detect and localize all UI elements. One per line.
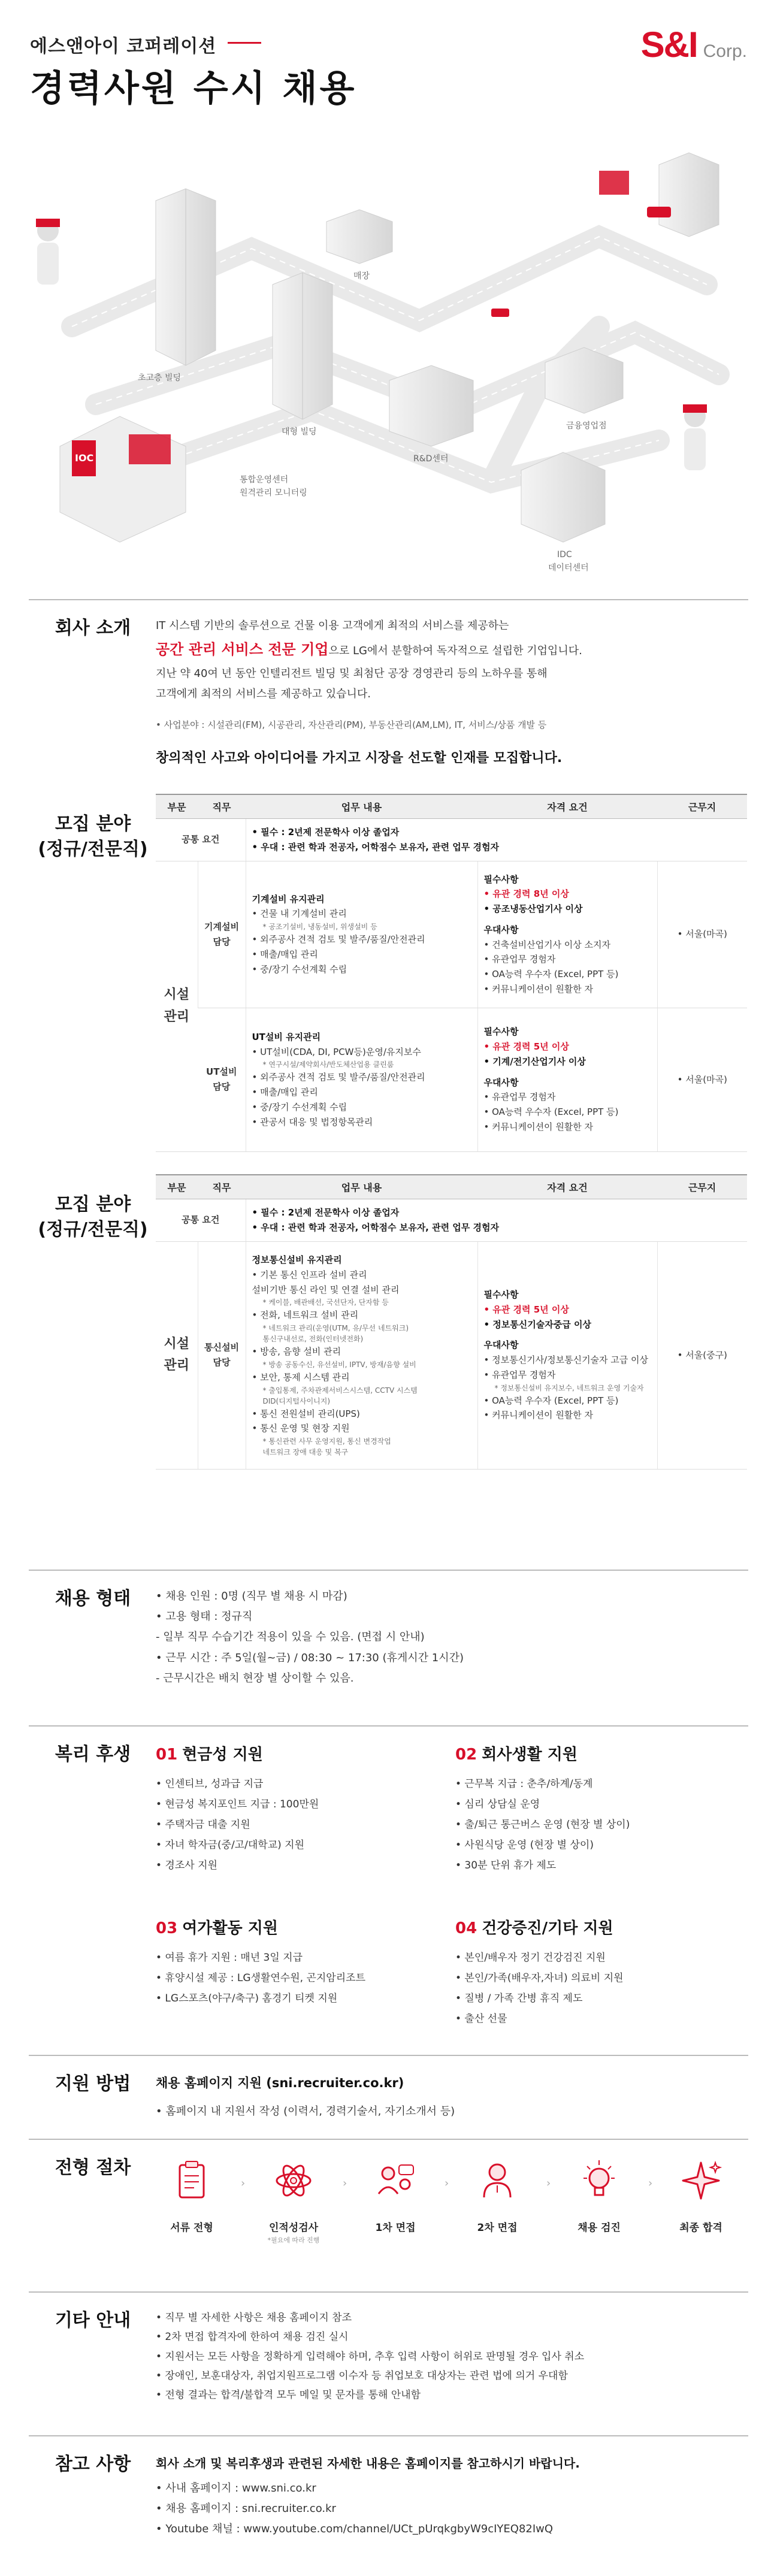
table-row <box>156 861 747 1008</box>
logo-mark: S&I <box>640 25 697 65</box>
label-skyscraper: 초고층 빌딩 <box>138 373 182 383</box>
req-item: • OA능력 우수자 (Excel, PPT 등) <box>483 969 619 979</box>
process-step <box>461 2157 533 2234</box>
page-title: 경력사원 수시 채용 <box>30 68 357 110</box>
welfare-group <box>455 1916 743 2029</box>
etc-line: • 전형 결과는 합격/불합격 모두 메일 및 문자를 통해 안내함 <box>156 2389 421 2402</box>
section-rule <box>29 1725 748 1727</box>
about-slogan: 창의적인 사고와 아이디어를 가지고 시장을 선도할 인재를 모집합니다. <box>156 750 563 766</box>
city-illustration <box>0 129 777 596</box>
welfare-num: 03 <box>156 1919 178 1937</box>
welfare-item: • 경조사 지원 <box>156 1860 217 1871</box>
col-header: 근무지 <box>657 1175 747 1199</box>
req-item: • 커뮤니케이션이 원활한 자 <box>483 1410 594 1421</box>
req-sub: * 정보통신설비 유지보수, 네트워크 운영 기술자 <box>494 1383 644 1392</box>
about-line: IT 시스템 기반의 솔루션으로 건물 이용 고객에게 최적의 서비스를 제공하는 <box>156 619 509 632</box>
common-label: 공통 요건 <box>156 1199 246 1242</box>
col-header: 자격 요건 <box>477 1175 657 1199</box>
division-cell: 시설 관리 <box>156 861 198 1151</box>
col-header: 업무 내용 <box>246 794 477 819</box>
common-req-1: • 필수 : 2년제 전문학사 이상 졸업자 <box>252 827 400 837</box>
employment-line: - 일부 직무 수습기간 적용이 있을 수 있음. (면접 시 안내) <box>156 1631 425 1644</box>
section-rule <box>29 2291 748 2293</box>
welfare-item: • 출/퇴근 통근버스 운영 (현장 별 상이) <box>455 1819 630 1831</box>
clipboard-icon <box>168 2157 216 2205</box>
company-logo <box>641 24 747 65</box>
welfare-group <box>156 1916 443 2009</box>
welfare-item: • 심리 상담실 운영 <box>455 1798 540 1810</box>
welfare-item: • 휴양시설 제공 : LG생활연수원, 곤지암리조트 <box>156 1972 365 1984</box>
location-cell: • 서울(마곡) <box>657 861 747 1008</box>
welfare-item: • 인센티브, 성과급 지급 <box>156 1778 264 1790</box>
col-header: 직무 <box>198 1175 246 1199</box>
sparkle-icon <box>677 2157 725 2205</box>
common-label: 공통 요건 <box>156 819 246 861</box>
welfare-item: • 30분 단위 휴가 제도 <box>455 1860 557 1871</box>
building-sign: IOC <box>75 452 94 464</box>
job-name: 통신설비 담당 <box>198 1241 246 1469</box>
welfare-name: 현금성 지원 <box>182 1746 263 1764</box>
step-label: 1차 면접 <box>375 2222 416 2234</box>
label-store: 매장 <box>353 271 370 281</box>
welfare-list <box>156 1774 443 1876</box>
apply-line: • 홈페이지 내 지원서 작성 (이력서, 경력기술서, 자기소개서 등) <box>156 2105 455 2118</box>
job-table-2 <box>156 1174 747 1470</box>
section-process <box>0 2139 777 2276</box>
common-req <box>246 819 747 861</box>
person-icon <box>473 2157 521 2205</box>
welfare-item: • 현금성 복지포인트 지급 : 100만원 <box>156 1798 319 1810</box>
welfare-name: 회사생활 지원 <box>482 1746 578 1764</box>
label-big-building: 대형 빌딩 <box>282 427 317 437</box>
about-highlight: 공간 관리 서비스 전문 기업 <box>156 641 329 658</box>
req-item: • 유관 경력 5년 이상 <box>483 1041 569 1053</box>
welfare-heading <box>156 1742 443 1764</box>
section-title: 참고 사항 <box>55 2454 131 2475</box>
welfare-name: 건강증진/기타 지원 <box>482 1919 613 1937</box>
welfare-group <box>156 1742 443 1876</box>
duty-sub: * 방송 공동수신, 유선설비, IPTV, 방재/음향 설비 <box>262 1360 416 1369</box>
step-label: 채용 검진 <box>578 2222 621 2234</box>
division-cell: 시설 관리 <box>156 1241 198 1469</box>
duty-sub: * 네트워크 관리(운영(UTM, 유/무선 네트워크) 통신구내선로, 전화(인터넷전화) <box>262 1324 409 1343</box>
job-table-1 <box>156 794 747 1152</box>
section-rule <box>29 2055 748 2056</box>
process-steps <box>156 2157 747 2247</box>
chevron-right-icon: › <box>445 2177 449 2190</box>
duties-cell <box>246 1008 477 1151</box>
employment-line: • 채용 인원 : 0명 (직무 별 채용 시 마감) <box>156 1590 347 1603</box>
ref-body <box>156 2452 747 2540</box>
welfare-item: • 자녀 학자금(중/고/대학교) 지원 <box>156 1839 305 1851</box>
duty-item: • 통신 운영 및 현장 지원 <box>252 1423 350 1434</box>
duty-item: • 전화, 네트워크 설비 관리 <box>252 1310 359 1321</box>
requirements-cell <box>477 861 657 1008</box>
about-body <box>156 616 747 770</box>
col-header: 자격 요건 <box>477 794 657 819</box>
section-title <box>30 812 156 862</box>
duty-title: UT설비 유지관리 <box>252 1031 321 1042</box>
req-label: 우대사항 <box>483 924 519 935</box>
req-item: • 기계/전기산업기사 이상 <box>483 1056 586 1067</box>
about-business: • 사업분야 : 시설관리(FM), 시공관리, 자산관리(PM), 부동산관리(AM,LM), IT, 서비스/상품 개발 등 <box>156 719 547 731</box>
welfare-list <box>455 1774 743 1876</box>
req-item: • OA능력 우수자 (Excel, PPT 등) <box>483 1106 619 1118</box>
chevron-right-icon: › <box>241 2177 246 2190</box>
duty-item: • 관공서 대응 및 법정항목관리 <box>252 1116 373 1127</box>
req-item: • 유관 경력 8년 이상 <box>483 888 569 900</box>
duty-item: • 외주공사 견적 검토 및 발주/품질/안전관리 <box>252 1072 425 1083</box>
req-item: • 정보통신기사/정보통신기술자 고급 이상 <box>483 1354 649 1365</box>
section-title <box>30 1192 156 1242</box>
duty-item: • 건물 내 기계설비 관리 <box>252 908 347 920</box>
city-illustration-svg <box>0 129 777 596</box>
process-step <box>258 2157 329 2245</box>
duty-title: 기계설비 유지관리 <box>252 893 325 905</box>
employment-line: - 근무시간은 배치 현장 별 상이할 수 있음. <box>156 1671 354 1685</box>
section-title: 복리 후생 <box>55 1744 131 1765</box>
welfare-item: • 질병 / 가족 간병 휴직 제도 <box>455 1993 583 2004</box>
etc-line: • 2차 면접 합격자에 한하여 채용 검진 실시 <box>156 2331 349 2344</box>
col-header: 부문 <box>156 1175 198 1199</box>
label-control-2: 원격관리 모니터링 <box>240 488 307 498</box>
step-label: 2차 면접 <box>477 2222 518 2234</box>
chevron-right-icon: › <box>648 2177 653 2190</box>
welfare-heading <box>156 1916 443 1938</box>
accent-line <box>228 42 261 44</box>
duty-item: • 보안, 통제 시스템 관리 <box>252 1371 350 1383</box>
welfare-item: • 주택자금 대출 지원 <box>156 1819 250 1831</box>
process-step <box>156 2157 228 2234</box>
table-row <box>156 1199 747 1242</box>
duty-sub: * 연구시설/제약회사/반도체산업용 클린룸 <box>262 1060 394 1069</box>
duty-title: 정보통신설비 유지관리 <box>252 1254 342 1265</box>
apply-head: 채용 홈페이지 지원 (sni.recruiter.co.kr) <box>156 2076 404 2090</box>
about-line: 고객에게 최적의 서비스를 제공하고 있습니다. <box>156 687 371 700</box>
section-recruit-2 <box>0 1174 777 1516</box>
section-rule <box>29 2139 748 2140</box>
req-item: • 정보통신기술자중급 이상 <box>483 1319 591 1330</box>
section-ref <box>0 2435 777 2576</box>
duty-item: • 기본 통신 인프라 설비 관리 <box>252 1269 367 1280</box>
table-row <box>156 819 747 861</box>
company-name: 에스앤아이 코퍼레이션 <box>30 36 217 57</box>
about-line <box>156 636 747 664</box>
section-title: 전형 절차 <box>55 2157 131 2178</box>
welfare-heading <box>455 1916 743 1938</box>
duty-item: • 방송, 음향 설비 관리 <box>252 1346 341 1357</box>
duties-cell <box>246 861 477 1008</box>
common-req-1: • 필수 : 2년제 전문학사 이상 졸업자 <box>252 1207 400 1218</box>
duty-sub: * 통신관련 사무 운영지원, 통신 변경작업 네트워크 장애 대응 및 복구 <box>262 1437 391 1456</box>
welfare-name: 여가활동 지원 <box>182 1919 278 1937</box>
apply-body <box>156 2072 747 2122</box>
etc-line: • 장애인, 보훈대상자, 취업지원프로그램 이수자 등 취업보호 대상자는 관련 법에 의거 우대함 <box>156 2369 568 2382</box>
section-about <box>0 599 777 773</box>
section-title-text: 모집 분야 (정규/전문직) <box>38 814 148 860</box>
duty-item: • 외주공사 견적 검토 및 발주/품질/안전관리 <box>252 934 425 945</box>
employment-line: • 근무 시간 : 주 5일(월~금) / 08:30 ~ 17:30 (휴게시간 1시간) <box>156 1651 464 1664</box>
welfare-num: 04 <box>455 1919 477 1937</box>
process-step <box>359 2157 431 2234</box>
req-item: • 유관업무 경험자 <box>483 954 556 965</box>
req-item: • 커뮤니케이션이 원활한 자 <box>483 1121 594 1132</box>
table-row <box>156 1008 747 1151</box>
label-idc-1: IDC <box>557 550 572 560</box>
duties-cell <box>246 1241 477 1469</box>
welfare-num: 02 <box>455 1746 477 1764</box>
duty-sub: * 출입통제, 주차관제서비스시스템, CCTV 시스템 DID(디지털사이니지) <box>262 1386 418 1405</box>
section-etc <box>0 2291 777 2441</box>
req-label: 필수사항 <box>483 1026 519 1038</box>
label-rnd: R&D센터 <box>413 454 449 464</box>
about-line: 지난 약 40여 년 동안 인텔리전트 빌딩 및 최첨단 공장 경영관리 등의 노하우를 통해 <box>156 667 548 680</box>
skyscraper <box>156 189 216 365</box>
table-row <box>156 1241 747 1469</box>
atom-icon <box>270 2157 318 2205</box>
welfare-group <box>455 1742 743 1876</box>
welfare-item: • 본인/배우자 정기 건강검진 지원 <box>455 1952 606 1964</box>
req-item: • 유관업무 경험자 <box>483 1369 556 1380</box>
section-welfare <box>0 1725 777 2049</box>
req-item: • 커뮤니케이션이 원활한 자 <box>483 983 594 994</box>
lightbulb-icon <box>575 2157 623 2205</box>
duty-sub: * 케이블, 배관배선, 국선단자, 단자함 등 <box>262 1298 389 1307</box>
duty-item: • 통신 전원설비 관리(UPS) <box>252 1408 360 1419</box>
label-control-1: 통합운영센터 <box>240 475 289 485</box>
section-apply <box>0 2055 777 2136</box>
welfare-item: • 근무복 지급 : 춘추/하계/동계 <box>455 1778 593 1790</box>
common-req <box>246 1199 747 1242</box>
section-recruit-1 <box>0 794 777 1153</box>
col-header: 직무 <box>198 794 246 819</box>
etc-line: • 지원서는 모든 사항을 정확하게 입력해야 하며, 추후 입력 사항이 허위로 판명될 경우 입사 취소 <box>156 2350 585 2363</box>
section-title: 지원 방법 <box>55 2073 131 2094</box>
req-item: • 유관업무 경험자 <box>483 1092 556 1103</box>
welfare-list <box>156 1948 443 2009</box>
employment-line: • 고용 형태 : 정규직 <box>156 1610 253 1623</box>
welfare-item: • 여름 휴가 지원 : 매년 3일 지급 <box>156 1952 303 1964</box>
duty-item: 설비기반 통신 라인 및 연결 설비 관리 <box>252 1284 400 1295</box>
step-label: 서류 전형 <box>170 2222 213 2234</box>
logo-suffix: Corp. <box>703 41 747 61</box>
req-item: • 유관 경력 5년 이상 <box>483 1304 569 1315</box>
welfare-list <box>455 1948 743 2029</box>
col-header: 근무지 <box>657 794 747 819</box>
chevron-right-icon: › <box>546 2177 551 2190</box>
youtube-link[interactable]: • Youtube 채널 : www.youtube.com/channel/UCt_pUrqkgbyW9cIYEQ82IwQ <box>156 2523 554 2536</box>
ref-head: 회사 소개 및 복리후생과 관련된 자세한 내용은 홈페이지를 참고하시기 바랍니다. <box>156 2456 580 2471</box>
col-header: 업무 내용 <box>246 1175 477 1199</box>
etc-body <box>156 2308 747 2405</box>
req-item: • 건축설비산업기사 이상 소지자 <box>483 939 611 950</box>
section-title: 채용 형태 <box>55 1588 131 1609</box>
welfare-item: • 출산 선물 <box>455 2013 507 2025</box>
label-idc-2: 데이터센터 <box>548 563 589 573</box>
welfare-item: • LG스포츠(야구/축구) 홈경기 티켓 지원 <box>156 1993 338 2004</box>
process-step <box>563 2157 635 2234</box>
duty-sub: * 공조기설비, 냉동설비, 위생설비 등 <box>262 923 377 932</box>
req-item: • OA능력 우수자 (Excel, PPT 등) <box>483 1395 619 1406</box>
welfare-num: 01 <box>156 1746 178 1764</box>
section-rule <box>29 1570 748 1571</box>
requirements-cell <box>477 1241 657 1469</box>
duty-item: • 중/장기 수선계획 수립 <box>252 963 347 975</box>
duty-item: • 중/장기 수선계획 수립 <box>252 1101 347 1112</box>
process-step <box>665 2157 737 2234</box>
welfare-item: • 본인/가족(배우자,자녀) 의료비 지원 <box>455 1972 624 1984</box>
req-label: 우대사항 <box>483 1077 519 1088</box>
col-header: 부문 <box>156 794 198 819</box>
chevron-right-icon: › <box>343 2177 347 2190</box>
common-req-2: • 우대 : 관련 학과 전공자, 어학점수 보유자, 관련 업무 경험자 <box>252 1222 499 1233</box>
section-employment <box>0 1570 777 1719</box>
about-line-rest: 으로 LG에서 분할하여 독자적으로 설립한 기업입니다. <box>328 645 582 658</box>
section-title: 기타 안내 <box>55 2310 131 2331</box>
welfare-heading <box>455 1742 743 1764</box>
req-item: • 공조냉동산업기사 이상 <box>483 903 583 914</box>
job-name: UT설비 담당 <box>198 1008 246 1151</box>
requirements-cell <box>477 1008 657 1151</box>
step-sublabel: *필요에 따라 진행 <box>267 2236 320 2244</box>
section-title: 회사 소개 <box>55 618 131 639</box>
section-rule <box>29 599 748 600</box>
duty-item: • UT설비(CDA, DI, PCW등)운영/유지보수 <box>252 1046 421 1057</box>
homepage-link[interactable]: • 사내 홈페이지 : www.sni.co.kr <box>156 2482 316 2495</box>
section-rule <box>29 2435 748 2436</box>
duty-item: • 매출/매입 관리 <box>252 1087 318 1097</box>
recruit-link[interactable]: • 채용 홈페이지 : sni.recruiter.co.kr <box>156 2502 336 2515</box>
etc-line: • 직무 별 자세한 사항은 채용 홈페이지 참조 <box>156 2312 352 2324</box>
employment-body <box>156 1586 747 1689</box>
interview-icon <box>371 2157 419 2205</box>
req-label: 우대사항 <box>483 1340 519 1351</box>
location-cell: • 서울(마곡) <box>657 1008 747 1151</box>
page-header <box>0 0 777 129</box>
req-label: 필수사항 <box>483 1289 519 1300</box>
step-label: 인적성검사 <box>268 2222 319 2234</box>
section-title-text: 모집 분야 (정규/전문직) <box>38 1194 148 1240</box>
common-req-2: • 우대 : 관련 학과 전공자, 어학점수 보유자, 관련 업무 경험자 <box>252 841 499 852</box>
location-cell: • 서울(중구) <box>657 1241 747 1469</box>
job-name: 기계설비 담당 <box>198 861 246 1008</box>
req-label: 필수사항 <box>483 873 519 885</box>
label-finance: 금융영업점 <box>566 421 607 431</box>
welfare-item: • 사원식당 운영 (현장 별 상이) <box>455 1839 594 1851</box>
duty-item: • 매출/매입 관리 <box>252 948 318 960</box>
step-label: 최종 합격 <box>679 2222 722 2234</box>
